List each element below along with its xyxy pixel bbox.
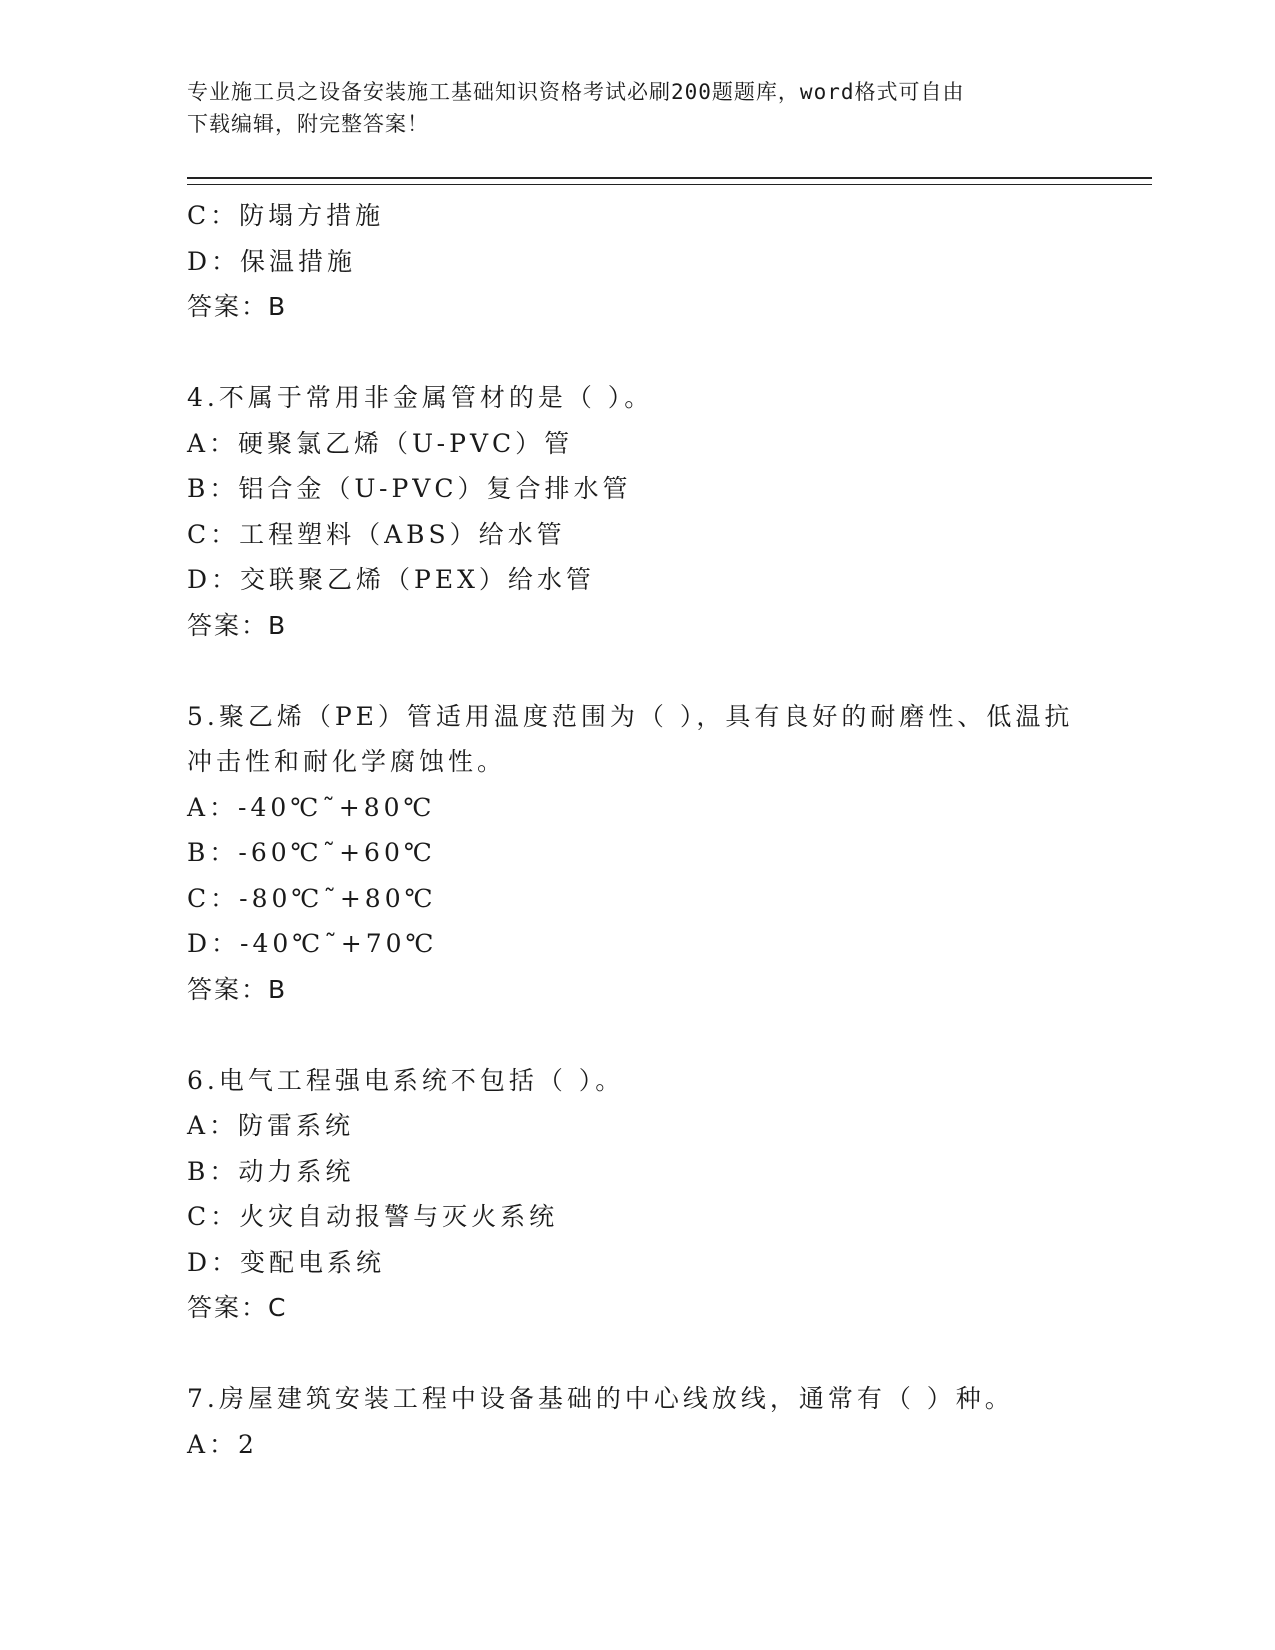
option-d: D：-40℃˜+70℃ bbox=[187, 929, 438, 958]
answer: 答案：C bbox=[187, 1293, 288, 1322]
question-title-line-1: 5.聚乙烯（PE）管适用温度范围为（ ），具有良好的耐磨性、低温抗 bbox=[187, 701, 1074, 731]
option-a: A：2 bbox=[187, 1429, 258, 1459]
question-4 bbox=[187, 375, 1087, 648]
question-gap bbox=[187, 1012, 1087, 1058]
question-7 bbox=[187, 1376, 1087, 1467]
question-5 bbox=[187, 694, 1087, 1013]
question-gap bbox=[187, 648, 1087, 694]
option-d: D：交联聚乙烯（PEX）给水管 bbox=[187, 565, 595, 594]
option-c: C：防塌方措施 bbox=[187, 201, 385, 230]
option-a: A：硬聚氯乙烯（U-PVC）管 bbox=[187, 428, 574, 458]
answer: 答案：B bbox=[187, 292, 288, 321]
header-line-1: 专业施工员之设备安装施工基础知识资格考试必刷200题题库，word格式可自由 bbox=[187, 80, 965, 104]
option-d: D：变配电系统 bbox=[187, 1247, 386, 1277]
question-list bbox=[187, 193, 1087, 1467]
option-a: A：防雷系统 bbox=[187, 1111, 355, 1140]
option-a: A：-40℃˜+80℃ bbox=[187, 792, 436, 822]
question-title: 4.不属于常用非金属管材的是（ ）。 bbox=[187, 383, 654, 412]
option-c: C：火灾自动报警与灭火系统 bbox=[187, 1202, 559, 1231]
header-line-2: 下载编辑，附完整答案！ bbox=[187, 112, 429, 136]
question-title: 7.房屋建筑安装工程中设备基础的中心线放线，通常有（ ）种。 bbox=[187, 1384, 1014, 1413]
option-b: B：动力系统 bbox=[187, 1156, 355, 1186]
answer: 答案：B bbox=[187, 610, 288, 640]
header-divider bbox=[187, 177, 1152, 185]
answer: 答案：B bbox=[187, 974, 288, 1004]
option-c: C：-80℃˜+80℃ bbox=[187, 883, 437, 913]
question-3 bbox=[187, 193, 1087, 330]
page-header bbox=[187, 76, 1087, 140]
question-title: 6.电气工程强电系统不包括（ ）。 bbox=[187, 1065, 625, 1095]
question-gap bbox=[187, 330, 1087, 376]
option-b: B：铝合金（U-PVC）复合排水管 bbox=[187, 474, 632, 503]
question-title-line-2: 冲击性和耐化学腐蚀性。 bbox=[187, 747, 507, 776]
question-6 bbox=[187, 1058, 1087, 1331]
question-gap bbox=[187, 1331, 1087, 1377]
option-d: D：保温措施 bbox=[187, 246, 357, 276]
option-b: B：-60℃˜+60℃ bbox=[187, 838, 436, 867]
option-c: C：工程塑料（ABS）给水管 bbox=[187, 519, 566, 549]
